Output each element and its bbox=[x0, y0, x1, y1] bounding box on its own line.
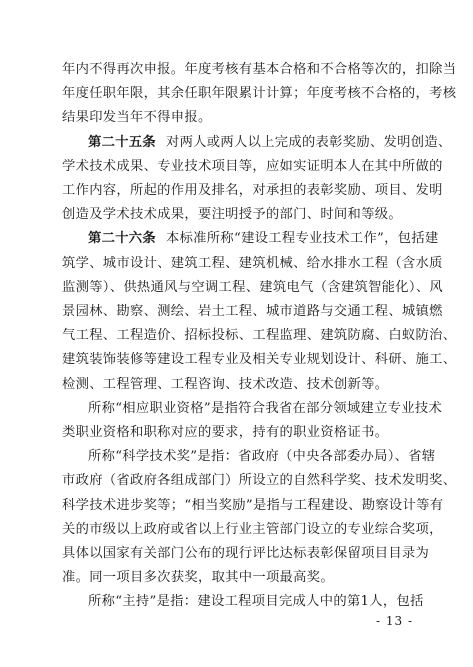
text-line: 结果印发当年不得申报。 bbox=[62, 110, 212, 126]
text-line: 监测等）、供热通风与空调工程、建筑电气（含建筑智能化）、风 bbox=[62, 279, 444, 295]
page-number: - 13 - bbox=[376, 614, 414, 628]
text-line: 学术技术成果、专业技术项目等，应如实证明本人在其中所做的 bbox=[62, 158, 443, 174]
text-line: 景园林、勘察、测绘、岩土工程、城市道路与交通工程、城镇燃 bbox=[62, 304, 443, 319]
text-line: 创造及学术技术成果，要注明授予的部门、时间和等级。 bbox=[62, 207, 402, 223]
text-line: 检测、工程管理、工程咨询、技术改造、技术创新等。 bbox=[62, 376, 389, 392]
article-26-line: 第二十六条 本标准所称“建设工程专业技术工作”，包括建 bbox=[88, 231, 439, 247]
article-25-line: 第二十五条 对两人或两人以上完成的表彰奖励、发明创造、 bbox=[88, 134, 452, 150]
text-line: 年度任职年限，其余任职年限累计计算；年度考核不合格的，考核 bbox=[62, 86, 457, 102]
text-line: 气工程、工程造价、招标投标、工程监理、建筑防腐、白蚁防治、 bbox=[62, 328, 457, 344]
text-line: 市政府（省政府各组成部门）所设立的自然科学奖、技术发明奖、 bbox=[62, 473, 457, 489]
text-line: 具体以国家有关部门公布的现行评比达标表彰保留项目目录为 bbox=[62, 546, 430, 561]
text-line: 关的市级以上政府或省以上行业主管部门设立的专业综合奖项， bbox=[62, 521, 443, 537]
text-line: 所称“相应职业资格”是指符合我省在部分领域建立专业技术 bbox=[88, 400, 443, 416]
text-line: 准。同一项目多次获奖，取其中一项最高奖。 bbox=[62, 570, 334, 586]
article-26-heading: 第二十六条 bbox=[88, 231, 156, 247]
text-line: 年内不得再次申报。年度考核有基本合格和不合格等次的，扣除当 bbox=[62, 62, 457, 77]
text-line: 所称“主持”是指：建设工程项目完成人中的第1人，包括 bbox=[88, 594, 424, 610]
text-line: 所称“科学技术奖”是指：省政府（中央各部委办局）、省辖 bbox=[88, 449, 436, 465]
text-line: 筑学、城市设计、建筑工程、建筑机械、给水排水工程（含水质 bbox=[62, 255, 443, 271]
text-line: 科学技术进步奖等；“相当奖励”是指与工程建设、勘察设计等有 bbox=[62, 497, 444, 513]
article-25-heading: 第二十五条 bbox=[88, 134, 156, 150]
text-line: 工作内容，所起的作用及排名，对承担的表彰奖励、项目、发明 bbox=[62, 183, 443, 198]
text-line: 建筑装饰装修等建设工程专业及相关专业规划设计、科研、施工、 bbox=[62, 352, 457, 368]
text-line: 类职业资格和职称对应的要求，持有的职业资格证书。 bbox=[62, 425, 389, 440]
